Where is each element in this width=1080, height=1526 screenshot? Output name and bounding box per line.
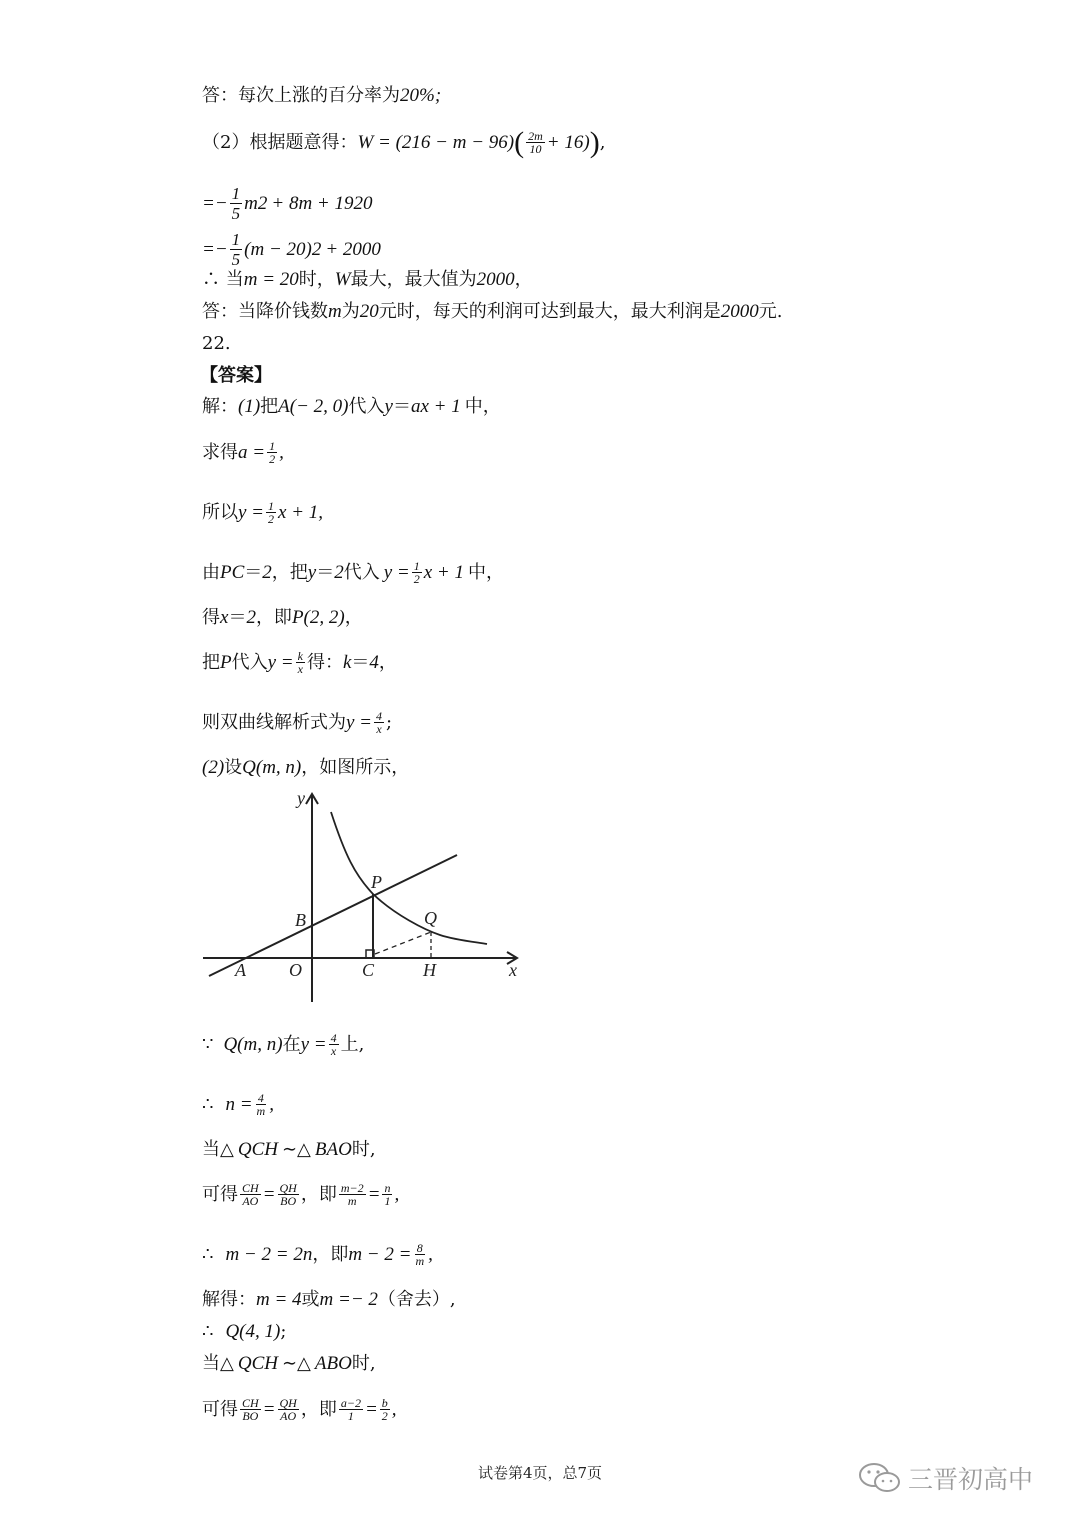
text: 时，: [298, 269, 335, 290]
expansion-line: [202, 184, 373, 223]
text: 最大，最大值为: [350, 269, 477, 290]
text: 答：每次上涨的百分率为: [202, 85, 400, 106]
fraction: $\frac{4}{m}$: [256, 1091, 266, 1118]
fraction: $\frac{1}{5}$: [231, 184, 241, 223]
question-number: 22.: [202, 333, 231, 354]
wechat-bubble-icon: [858, 1461, 902, 1495]
fraction: $\frac{m-2}{m}$: [340, 1181, 364, 1208]
step-line-equation: 所以 y = $\frac{1}{2}$ x + 1,: [202, 499, 324, 526]
math: W = (216 − m − 96): [357, 131, 515, 153]
text: ,: [599, 131, 606, 153]
step-substitute-a: 解： (1) 把 A(− 2, 0) 代入 y ＝ ax + 1 中，: [202, 396, 501, 417]
step-hyperbola: 则双曲线解析式为 y = $\frac{4}{x}$ ;: [202, 709, 393, 736]
case-1-solution: 解得： m = 4 或 m =− 2 （舍去）,: [202, 1289, 456, 1310]
case-1-equation: ∴ m − 2 = 2n ，即 m − 2 = $\frac{8}{m}$ ,: [202, 1241, 433, 1268]
watermark: [858, 1460, 1033, 1496]
part2-setup: (2) 设 Q(m, n) ，如图所示，: [202, 757, 410, 778]
math: =−: [202, 238, 228, 260]
fraction: $\frac{1}{5}$: [231, 230, 241, 269]
therefore-n: ∴ n = $\frac{4}{m}$ ,: [202, 1091, 274, 1118]
math: W: [334, 269, 351, 290]
fraction: $\frac{4}{x}$: [376, 709, 383, 736]
math: (m − 20): [244, 238, 312, 260]
step-solve-a: 求得 a = $\frac{1}{2}$ ,: [202, 439, 284, 466]
text: 为: [341, 301, 360, 322]
fraction: $\frac{1}{2}$: [268, 499, 275, 526]
text: 答：当降价钱数: [202, 301, 328, 322]
fraction: $\frac{k}{x}$: [297, 649, 303, 676]
fraction: $\frac{1}{2}$: [269, 439, 276, 466]
fraction: $\frac{a-2}{1}$: [340, 1396, 361, 1423]
solution-w-expression: [202, 125, 606, 159]
label-p: P: [371, 872, 382, 892]
math: m: [328, 301, 342, 322]
fraction: $\frac{b}{2}$: [381, 1396, 388, 1423]
paren-open: (: [514, 125, 525, 159]
math: 2000: [476, 269, 515, 290]
coordinate-figure: [195, 780, 530, 1010]
vertex-form-line: [202, 230, 381, 269]
math: 20: [359, 301, 379, 322]
label-b: B: [295, 910, 306, 930]
max-conclusion: [202, 268, 533, 292]
watermark-text: 三晋初高中: [908, 1465, 1034, 1494]
math: 2000: [720, 301, 759, 322]
fraction: $\frac{QH}{BO}$: [279, 1181, 297, 1208]
fraction: $\frac{1}{2}$: [413, 559, 420, 586]
math: + 2000: [325, 238, 381, 260]
case-2: 当△ QCH ∼△ ABO 时,: [202, 1353, 376, 1374]
text: ，: [514, 269, 533, 290]
text: ∴ 当: [202, 269, 244, 290]
label-a: A: [235, 960, 246, 980]
label-o: O: [289, 960, 302, 980]
fraction: $\frac{n}{1}$: [384, 1181, 391, 1208]
case-1: 当△ QCH ∼△ BAO 时,: [202, 1139, 376, 1160]
exponent: 2: [311, 238, 322, 260]
label-y: y: [297, 788, 305, 808]
fraction: $\frac{2m}{10}$: [528, 129, 543, 156]
math: 20%;: [400, 85, 442, 106]
math: m = 20: [243, 269, 299, 290]
text: 元时，每天的利润可达到最大，最大利润是: [378, 301, 721, 322]
step-pc: 由 PC ＝ 2 ，把 y ＝ 2 代入 y = $\frac{1}{2}$ x + 1 中，: [202, 559, 504, 586]
math: =−: [202, 192, 228, 214]
exponent: 2: [257, 192, 268, 214]
step-point-p: 得 x ＝ 2 ，即 P(2, 2) ，: [202, 607, 363, 628]
case-1-ratio: 可得 $\frac{CH}{AO}$ = $\frac{QH}{BO}$ ，即 $\frac{m-2}{m}$ = $\frac{n}{1}$ ,: [202, 1181, 400, 1208]
fraction: $\frac{8}{m}$: [415, 1241, 425, 1268]
fraction: $\frac{4}{x}$: [330, 1031, 337, 1058]
fraction: $\frac{QH}{AO}$: [279, 1396, 297, 1423]
label-c: C: [362, 960, 375, 980]
math: + 8m + 1920: [271, 192, 373, 214]
case-1-result: ∴ Q(4, 1) ;: [202, 1321, 287, 1342]
step-find-k: 把 P 代入 y = $\frac{k}{x}$ 得： k ＝ 4 ，: [202, 649, 397, 676]
math: m: [244, 192, 258, 214]
math: + 16): [546, 131, 590, 153]
answer-line-1: [202, 84, 441, 108]
label-h: H: [423, 960, 436, 980]
answer-heading: 【答案】: [200, 365, 272, 386]
text: （2）根据题意得：: [202, 131, 358, 153]
answer-line-2: [202, 300, 782, 324]
segment-cq-dashed: [375, 932, 431, 954]
fraction: $\frac{CH}{AO}$: [242, 1181, 259, 1208]
label-q: Q: [424, 908, 437, 928]
case-2-ratio: 可得 $\frac{CH}{BO}$ = $\frac{QH}{AO}$ ，即 $\frac{a-2}{1}$ = $\frac{b}{2}$ ,: [202, 1396, 397, 1423]
label-x: x: [509, 960, 517, 980]
page-footer: 试卷第4页，总7页: [477, 1464, 603, 1482]
because-q-on-curve: ∵ Q(m, n) 在 y = $\frac{4}{x}$ 上,: [202, 1031, 365, 1058]
text: 元.: [758, 301, 783, 322]
fraction: $\frac{CH}{BO}$: [242, 1396, 259, 1423]
paren-close: ): [589, 125, 600, 159]
